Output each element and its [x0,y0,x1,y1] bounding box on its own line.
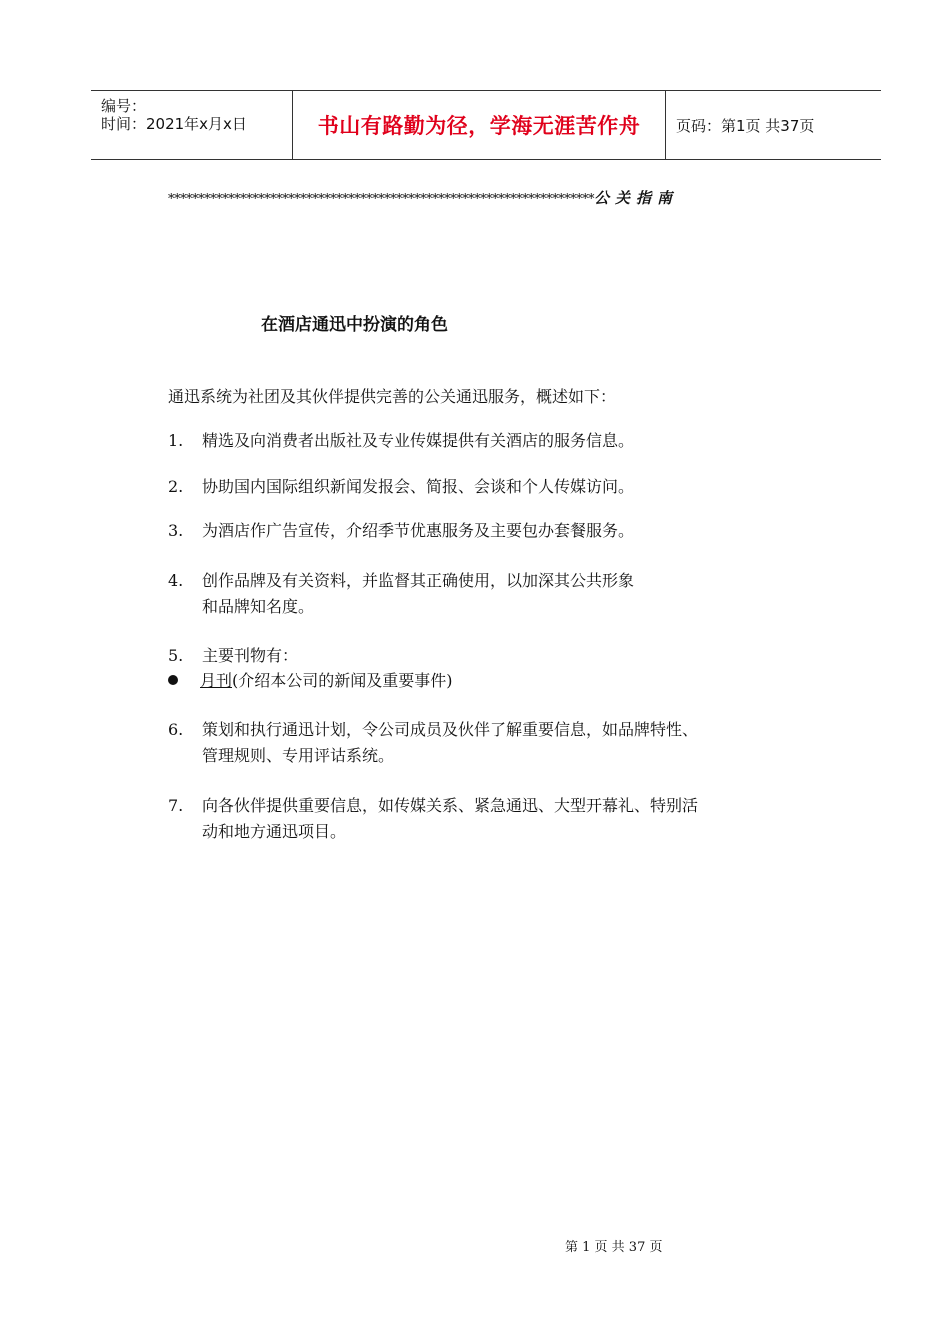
motto-cell [293,91,666,159]
publication-bullet [168,668,453,694]
list-number: 2. [168,477,184,496]
divider-stars: *********************************************************************** [168,192,594,207]
page-info-text: 页码：第1页 共37页 [676,116,815,135]
section-divider [168,187,678,208]
list-number: 7. [168,796,184,815]
list-text: 主要刊物有： [202,646,299,665]
publication-description: (介绍本公司的新闻及重要事件) [232,671,453,690]
list-number: 1. [168,431,184,450]
header-table [91,90,881,160]
page-info-cell [666,91,881,159]
list-text: 协助国内国际组织新闻发报会、简报、会谈和个人传媒访问。 [202,477,635,496]
list-item-2 [168,474,822,500]
list-text: 向各伙伴提供重要信息，如传媒关系、紧急通迅、大型开幕礼、特别活 动和地方通迅项目。 [202,796,699,841]
monthly-publication-link[interactable]: 月刊 [200,671,233,690]
list-item-5 [168,643,822,669]
serial-number-label: 编号： [101,97,147,115]
list-number: 5. [168,646,184,665]
list-number: 3. [168,521,184,540]
list-text: 策划和执行通迅计划，令公司成员及伙伴了解重要信息，如品牌特性、 管理规则、专用评诂系统。 [202,720,699,765]
list-item-7 [168,793,822,845]
list-number: 4. [168,571,184,590]
list-text: 精选及向消费者出版社及专业传媒提供有关酒店的服务信息。 [202,431,635,450]
list-item-1 [168,428,822,454]
list-text: 为酒店作广告宣传，介绍季节优惠服务及主要包办套餐服务。 [202,521,635,540]
intro-paragraph: 通迅系统为社团及其伙伴提供完善的公关通迅服务，概述如下： [168,387,617,406]
bullet-icon [168,675,178,685]
header-meta-cell [91,91,293,159]
motto-text: 书山有路勤为径，学海无涯苦作舟 [317,114,641,138]
document-title: 在酒店通迅中扮演的角色 [261,315,448,335]
page-footer: 第 1 页 共 37 页 [565,1240,663,1255]
list-text: 创作品牌及有关资料，并监督其正确使用，以加深其公共形象 和品牌知名度。 [202,571,635,616]
list-item-3 [168,518,822,544]
list-item-4 [168,568,822,620]
time-label: 时间：2021年x月x日 [101,115,247,133]
guide-label: 公关指南 [594,189,679,207]
list-number: 6. [168,720,184,739]
list-item-6 [168,717,822,769]
